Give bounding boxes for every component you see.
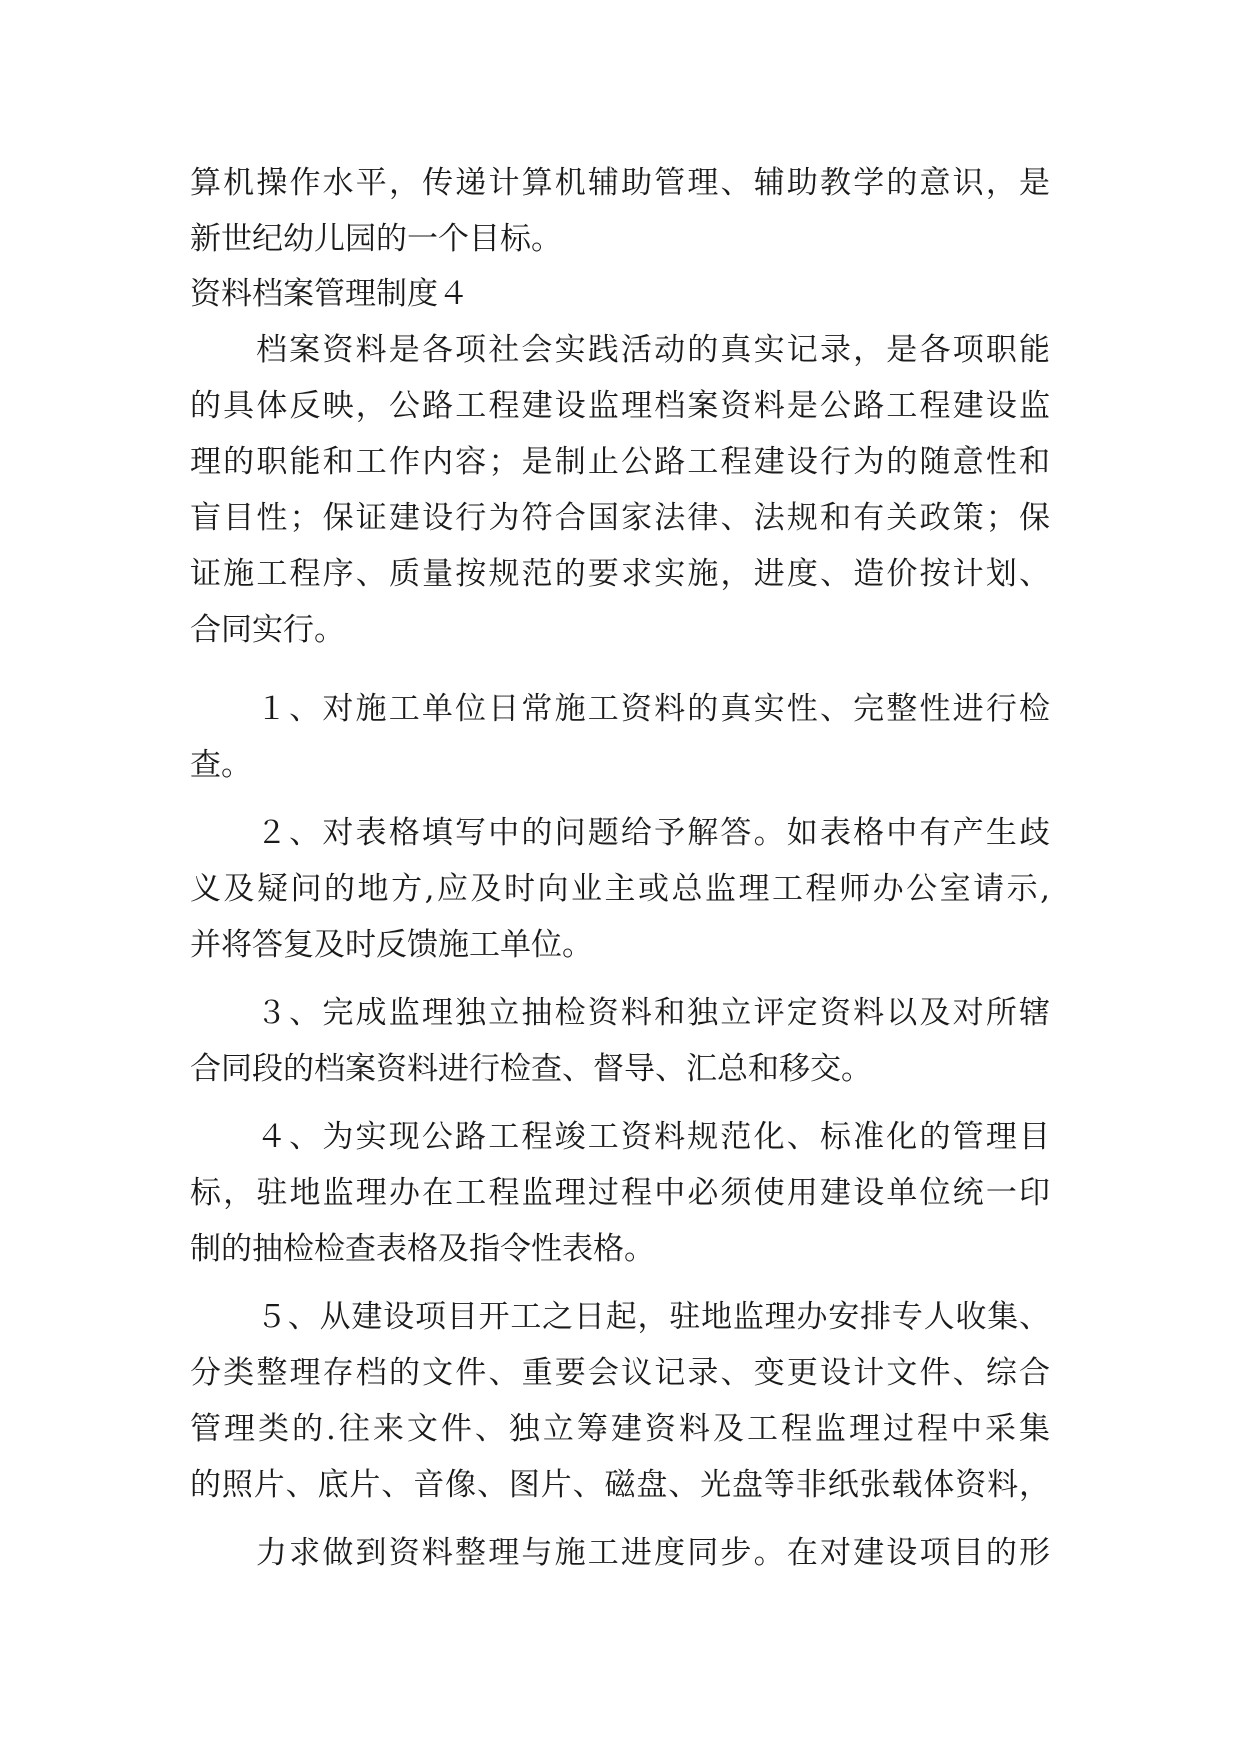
paragraph-1-line-4: 盲目性；保证建设行为符合国家法律、法规和有关政策；保	[190, 500, 1050, 536]
paragraph-1-line-2: 的具体反映，公路工程建设监理档案资料是公路工程建设监	[190, 388, 1050, 424]
item-2-line-2: 义及疑问的地方,应及时向业主或总监理工程师办公室请示,	[190, 871, 1050, 907]
paragraph-1-line-6: 合同实行。	[190, 612, 345, 648]
item-1-line-2: 查。	[190, 747, 252, 783]
paragraph-1-line-1: 档案资料是各项社会实践活动的真实记录，是各项职能	[256, 332, 1050, 368]
item-1-line-1: １、对施工单位日常施工资料的真实性、完整性进行检	[256, 691, 1050, 727]
section-title: 资料档案管理制度４	[190, 276, 469, 312]
item-4-line-1: ４、为实现公路工程竣工资料规范化、标准化的管理目	[256, 1119, 1050, 1155]
paragraph-1-line-5: 证施工程序、质量按规范的要求实施，进度、造价按计划、	[190, 556, 1050, 592]
paragraph-last-line-1: 力求做到资料整理与施工进度同步。在对建设项目的形	[256, 1535, 1050, 1571]
item-3-line-2: 合同段的档案资料进行检查、督导、汇总和移交。	[190, 1051, 872, 1087]
item-2-line-3: 并将答复及时反馈施工单位。	[190, 927, 593, 963]
item-3-line-1: ３、完成监理独立抽检资料和独立评定资料以及对所辖	[256, 995, 1050, 1031]
item-4-line-3: 制的抽检检查表格及指令性表格。	[190, 1231, 655, 1267]
item-4-line-2: 标，驻地监理办在工程监理过程中必须使用建设单位统一印	[190, 1175, 1050, 1211]
item-5-line-3: 管理类的.往来文件、独立筹建资料及工程监理过程中采集	[190, 1411, 1050, 1447]
intro-line-1: 算机操作水平，传递计算机辅助管理、辅助教学的意识，是	[190, 165, 1050, 201]
item-5-line-2: 分类整理存档的文件、重要会议记录、变更设计文件、综合	[190, 1355, 1050, 1391]
item-5-line-4: 的照片、底片、音像、图片、磁盘、光盘等非纸张载体资料，	[190, 1467, 1050, 1503]
intro-line-2: 新世纪幼儿园的一个目标。	[190, 221, 562, 257]
paragraph-1-line-3: 理的职能和工作内容；是制止公路工程建设行为的随意性和	[190, 444, 1050, 480]
item-2-line-1: ２、对表格填写中的问题给予解答。如表格中有产生歧	[256, 815, 1050, 851]
item-5-line-1: ５、从建设项目开工之日起，驻地监理办安排专人收集、	[256, 1299, 1050, 1335]
